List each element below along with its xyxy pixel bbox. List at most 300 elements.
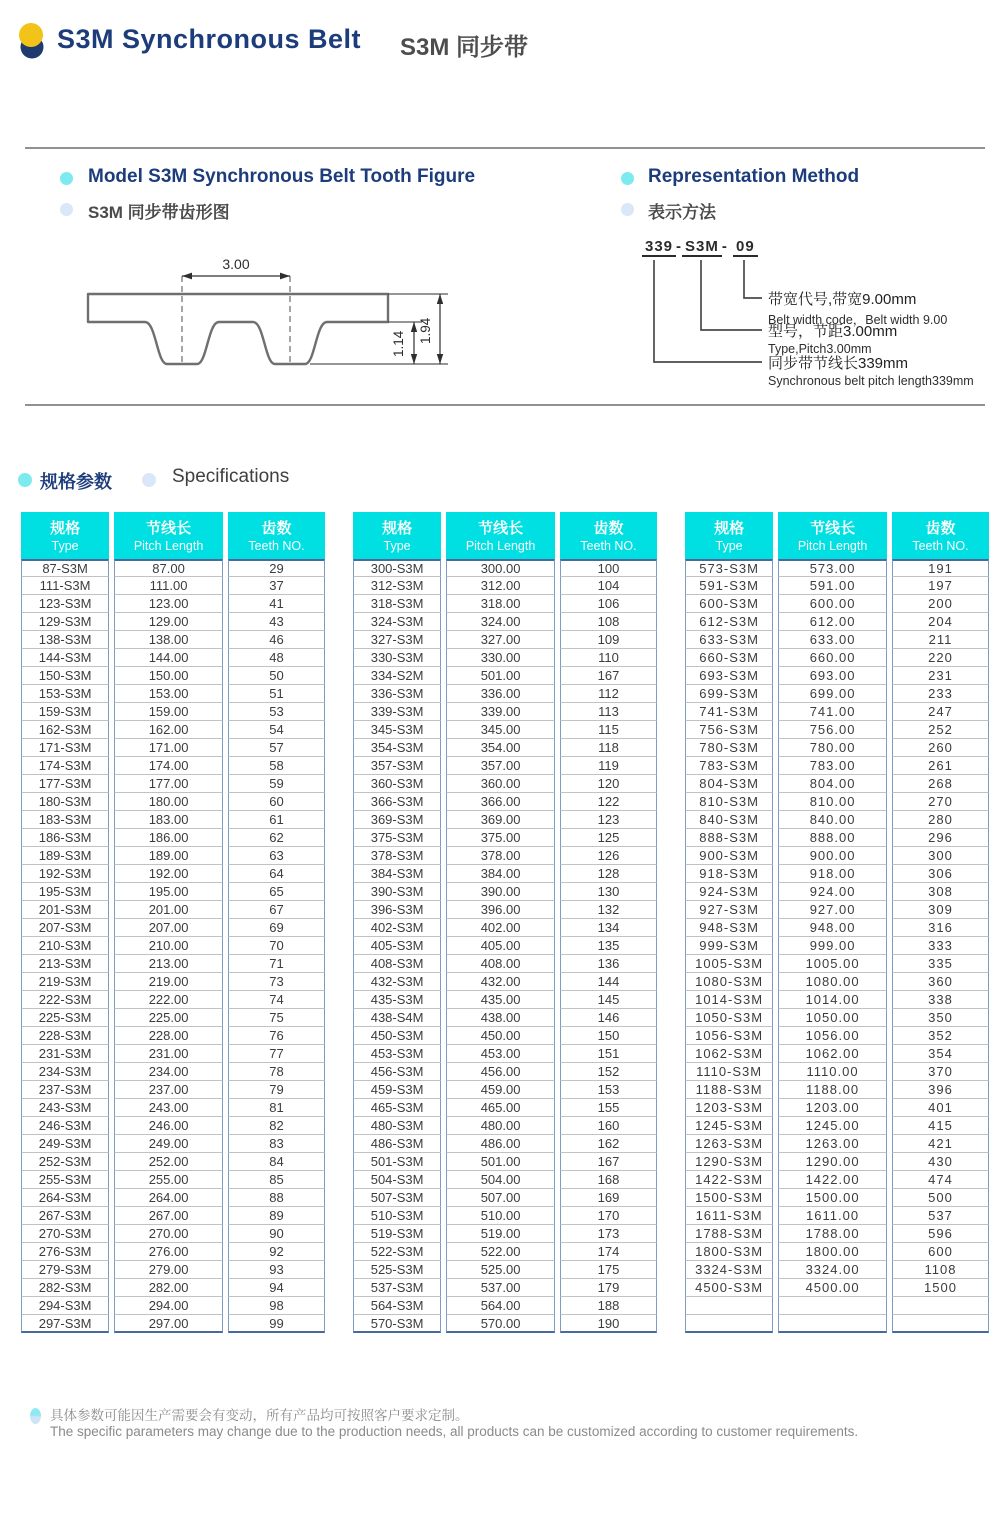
table-row [21, 991, 325, 1009]
pitch-length-cell: 810.00 [778, 793, 887, 811]
type-cell: 1800-S3M [685, 1243, 773, 1261]
pitch-length-cell: 465.00 [446, 1099, 555, 1117]
col-header-type: 规格 Type [21, 512, 109, 559]
type-cell: 900-S3M [685, 847, 773, 865]
teeth-no-cell: 233 [892, 685, 989, 703]
type-cell: 1056-S3M [685, 1027, 773, 1045]
pitch-length-cell: 840.00 [778, 811, 887, 829]
type-cell: 591-S3M [685, 577, 773, 595]
teeth-no-cell: 83 [228, 1135, 325, 1153]
table-row [21, 1099, 325, 1117]
teeth-no-cell: 112 [560, 685, 657, 703]
type-cell: 459-S3M [353, 1081, 441, 1099]
type-cell: 183-S3M [21, 811, 109, 829]
teeth-no-cell: 396 [892, 1081, 989, 1099]
teeth-no-cell: 115 [560, 721, 657, 739]
type-cell: 207-S3M [21, 919, 109, 937]
teeth-no-cell: 82 [228, 1117, 325, 1135]
pitch-length-cell: 660.00 [778, 649, 887, 667]
pitch-length-cell: 999.00 [778, 937, 887, 955]
pitch-length-cell: 345.00 [446, 721, 555, 739]
table-row [353, 883, 657, 901]
type-cell: 270-S3M [21, 1225, 109, 1243]
type-cell: 300-S3M [353, 559, 441, 577]
teeth-no-cell: 92 [228, 1243, 325, 1261]
type-cell: 804-S3M [685, 775, 773, 793]
teeth-no-cell: 175 [560, 1261, 657, 1279]
table-row [353, 667, 657, 685]
pitch-length-cell: 924.00 [778, 883, 887, 901]
pitch-length-cell: 327.00 [446, 631, 555, 649]
table-row [353, 1297, 657, 1315]
teeth-no-cell: 136 [560, 955, 657, 973]
pitch-length-cell: 699.00 [778, 685, 887, 703]
type-cell: 210-S3M [21, 937, 109, 955]
teeth-no-cell: 280 [892, 811, 989, 829]
pitch-length-cell: 366.00 [446, 793, 555, 811]
type-cell: 231-S3M [21, 1045, 109, 1063]
type-cell: 1014-S3M [685, 991, 773, 1009]
teeth-no-cell: 162 [560, 1135, 657, 1153]
type-cell: 279-S3M [21, 1261, 109, 1279]
table-row [21, 739, 325, 757]
pitch-length-cell: 3324.00 [778, 1261, 887, 1279]
pitch-length-cell: 918.00 [778, 865, 887, 883]
pitch-length-cell: 369.00 [446, 811, 555, 829]
pitch-length-cell: 1245.00 [778, 1117, 887, 1135]
table-row [685, 775, 989, 793]
pitch-length-cell: 231.00 [114, 1045, 223, 1063]
teeth-no-cell: 125 [560, 829, 657, 847]
teeth-no-cell: 93 [228, 1261, 325, 1279]
teeth-no-cell: 109 [560, 631, 657, 649]
type-cell: 357-S3M [353, 757, 441, 775]
type-cell: 369-S3M [353, 811, 441, 829]
table-row [21, 901, 325, 919]
table-row [353, 937, 657, 955]
table-row [21, 775, 325, 793]
pitch-length-cell: 150.00 [114, 667, 223, 685]
table-row [21, 1279, 325, 1297]
teeth-no-cell: 113 [560, 703, 657, 721]
pitch-length-cell: 1062.00 [778, 1045, 887, 1063]
teeth-no-cell: 204 [892, 613, 989, 631]
teeth-no-cell: 29 [228, 559, 325, 577]
teeth-no-cell: 1108 [892, 1261, 989, 1279]
table-row [685, 847, 989, 865]
table-row [685, 1063, 989, 1081]
type-cell: 480-S3M [353, 1117, 441, 1135]
type-cell: 243-S3M [21, 1099, 109, 1117]
type-cell: 153-S3M [21, 685, 109, 703]
teeth-no-cell [892, 1297, 989, 1315]
teeth-no-cell: 104 [560, 577, 657, 595]
table-row [21, 847, 325, 865]
type-cell: 123-S3M [21, 595, 109, 613]
teeth-no-cell: 110 [560, 649, 657, 667]
pitch-length-cell: 87.00 [114, 559, 223, 577]
type-cell: 327-S3M [353, 631, 441, 649]
table-row [353, 1225, 657, 1243]
pitch-length-cell: 186.00 [114, 829, 223, 847]
table-row [353, 721, 657, 739]
type-cell: 1188-S3M [685, 1081, 773, 1099]
type-cell: 228-S3M [21, 1027, 109, 1045]
table-row [353, 739, 657, 757]
table-row [353, 1063, 657, 1081]
table-row [21, 1153, 325, 1171]
type-cell: 453-S3M [353, 1045, 441, 1063]
table-row [21, 649, 325, 667]
pitch-length-cell [778, 1315, 887, 1333]
table-row [353, 1027, 657, 1045]
teeth-no-cell: 247 [892, 703, 989, 721]
table-row [685, 811, 989, 829]
type-cell: 432-S3M [353, 973, 441, 991]
pitch-length-cell: 222.00 [114, 991, 223, 1009]
table-row [685, 829, 989, 847]
pitch-length-cell: 375.00 [446, 829, 555, 847]
pitch-length-cell: 129.00 [114, 613, 223, 631]
teeth-no-cell: 220 [892, 649, 989, 667]
type-cell: 129-S3M [21, 613, 109, 631]
type-cell: 264-S3M [21, 1189, 109, 1207]
teeth-no-cell: 120 [560, 775, 657, 793]
type-cell: 693-S3M [685, 667, 773, 685]
type-cell: 246-S3M [21, 1117, 109, 1135]
teeth-no-cell: 197 [892, 577, 989, 595]
type-cell: 573-S3M [685, 559, 773, 577]
table-row [353, 559, 657, 577]
pitch-length-cell: 564.00 [446, 1297, 555, 1315]
pitch-length-cell: 192.00 [114, 865, 223, 883]
table-row [21, 1189, 325, 1207]
table-row [21, 1171, 325, 1189]
table-row [21, 667, 325, 685]
pitch-length-cell: 1290.00 [778, 1153, 887, 1171]
type-cell: 138-S3M [21, 631, 109, 649]
table-row [21, 865, 325, 883]
table-row [685, 721, 989, 739]
bullet-icon [621, 172, 634, 185]
pitch-length-cell: 246.00 [114, 1117, 223, 1135]
type-cell: 222-S3M [21, 991, 109, 1009]
pitch-length-cell: 591.00 [778, 577, 887, 595]
brand-logo-icon [16, 20, 48, 62]
pitch-length-cell: 633.00 [778, 631, 887, 649]
type-cell: 840-S3M [685, 811, 773, 829]
code-type-part: S3M [682, 238, 722, 257]
teeth-no-cell: 46 [228, 631, 325, 649]
table-row [21, 1063, 325, 1081]
pitch-length-cell: 1056.00 [778, 1027, 887, 1045]
type-cell: 297-S3M [21, 1315, 109, 1333]
table-row [21, 703, 325, 721]
annotation-zh: 同步带节线长339mm [768, 355, 909, 372]
pitch-length-cell: 804.00 [778, 775, 887, 793]
type-cell: 171-S3M [21, 739, 109, 757]
table-row [21, 793, 325, 811]
type-cell: 345-S3M [353, 721, 441, 739]
teeth-no-cell: 300 [892, 847, 989, 865]
table-row [21, 811, 325, 829]
pitch-length-cell: 162.00 [114, 721, 223, 739]
col-header-pitch-length: 节线长 Pitch Length [114, 512, 223, 559]
col-header-teeth-no: 齿数 Teeth NO. [560, 512, 657, 559]
type-cell: 144-S3M [21, 649, 109, 667]
pitch-length-cell: 519.00 [446, 1225, 555, 1243]
teeth-no-cell: 75 [228, 1009, 325, 1027]
pitch-length-cell: 1263.00 [778, 1135, 887, 1153]
teeth-no-cell: 179 [560, 1279, 657, 1297]
type-cell: 1080-S3M [685, 973, 773, 991]
table-row [21, 1009, 325, 1027]
pitch-length-cell: 213.00 [114, 955, 223, 973]
pitch-length-cell: 228.00 [114, 1027, 223, 1045]
pitch-length-cell: 210.00 [114, 937, 223, 955]
table-row [21, 595, 325, 613]
pitch-length-cell: 357.00 [446, 757, 555, 775]
type-cell: 435-S3M [353, 991, 441, 1009]
teeth-no-cell: 160 [560, 1117, 657, 1135]
table-row [353, 1135, 657, 1153]
table-row [685, 901, 989, 919]
teeth-no-cell: 59 [228, 775, 325, 793]
table-row [685, 1243, 989, 1261]
table-row [21, 1297, 325, 1315]
type-cell: 330-S3M [353, 649, 441, 667]
teeth-no-cell: 119 [560, 757, 657, 775]
teeth-no-cell: 70 [228, 937, 325, 955]
type-cell: 237-S3M [21, 1081, 109, 1099]
teeth-no-cell: 60 [228, 793, 325, 811]
pitch-length-cell: 297.00 [114, 1315, 223, 1333]
type-cell: 438-S4M [353, 1009, 441, 1027]
pitch-length-cell: 438.00 [446, 1009, 555, 1027]
type-cell: 276-S3M [21, 1243, 109, 1261]
teeth-no-cell: 64 [228, 865, 325, 883]
pitch-length-cell: 225.00 [114, 1009, 223, 1027]
teeth-no-cell: 71 [228, 955, 325, 973]
type-cell: 633-S3M [685, 631, 773, 649]
teeth-no-cell: 500 [892, 1189, 989, 1207]
pitch-length-cell: 507.00 [446, 1189, 555, 1207]
teeth-no-cell: 43 [228, 613, 325, 631]
table-row [353, 1045, 657, 1063]
table-row [685, 883, 989, 901]
pitch-length-cell: 330.00 [446, 649, 555, 667]
type-cell: 384-S3M [353, 865, 441, 883]
teeth-no-cell: 51 [228, 685, 325, 703]
table-row [685, 649, 989, 667]
teeth-no-cell: 57 [228, 739, 325, 757]
teeth-no-cell: 152 [560, 1063, 657, 1081]
pitch-length-cell: 237.00 [114, 1081, 223, 1099]
type-cell: 174-S3M [21, 757, 109, 775]
type-cell: 159-S3M [21, 703, 109, 721]
type-cell: 1263-S3M [685, 1135, 773, 1153]
teeth-no-cell: 118 [560, 739, 657, 757]
pitch-length-cell: 4500.00 [778, 1279, 887, 1297]
spec-table-2 [348, 512, 662, 1333]
type-cell: 234-S3M [21, 1063, 109, 1081]
table-row [685, 1153, 989, 1171]
teeth-no-cell: 134 [560, 919, 657, 937]
type-cell: 150-S3M [21, 667, 109, 685]
table-row [21, 559, 325, 577]
table-row [685, 1009, 989, 1027]
pitch-length-cell: 282.00 [114, 1279, 223, 1297]
teeth-no-cell: 88 [228, 1189, 325, 1207]
pitch-length-cell: 756.00 [778, 721, 887, 739]
pitch-length-cell: 573.00 [778, 559, 887, 577]
table-row [21, 955, 325, 973]
table-row [353, 1117, 657, 1135]
footer-note-en: The specific parameters may change due to the production needs, all products can be customized according to customer requirements. [50, 1424, 859, 1439]
annotation-pitch-length [768, 352, 974, 388]
pitch-dimension-label: 3.00 [222, 256, 250, 272]
teeth-no-cell: 169 [560, 1189, 657, 1207]
representation-heading-zh: 表示方法 [648, 203, 716, 222]
teeth-no-cell: 211 [892, 631, 989, 649]
teeth-no-cell: 151 [560, 1045, 657, 1063]
table-row [353, 1153, 657, 1171]
pitch-length-cell: 783.00 [778, 757, 887, 775]
type-cell: 1290-S3M [685, 1153, 773, 1171]
pitch-length-cell: 405.00 [446, 937, 555, 955]
teeth-no-cell: 270 [892, 793, 989, 811]
teeth-no-cell: 200 [892, 595, 989, 613]
table-row [353, 1207, 657, 1225]
bullet-icon [60, 203, 73, 216]
pitch-length-cell: 174.00 [114, 757, 223, 775]
pitch-length-cell: 390.00 [446, 883, 555, 901]
teeth-no-cell: 252 [892, 721, 989, 739]
pitch-length-cell: 1800.00 [778, 1243, 887, 1261]
teeth-no-cell: 54 [228, 721, 325, 739]
pitch-length-cell: 336.00 [446, 685, 555, 703]
teeth-no-cell: 260 [892, 739, 989, 757]
teeth-no-cell: 188 [560, 1297, 657, 1315]
table-row [353, 1279, 657, 1297]
table-row [353, 847, 657, 865]
type-cell: 570-S3M [353, 1315, 441, 1333]
type-cell: 741-S3M [685, 703, 773, 721]
pitch-length-cell: 384.00 [446, 865, 555, 883]
table-row [685, 865, 989, 883]
table-row [353, 811, 657, 829]
table-row [685, 1171, 989, 1189]
pitch-length-cell: 741.00 [778, 703, 887, 721]
bullet-icon [621, 203, 634, 216]
table-row [685, 631, 989, 649]
table-row [685, 703, 989, 721]
pitch-length-cell: 354.00 [446, 739, 555, 757]
pitch-length-cell: 927.00 [778, 901, 887, 919]
table-row [685, 613, 989, 631]
teeth-no-cell: 65 [228, 883, 325, 901]
header-divider [25, 147, 985, 149]
pitch-length-cell: 402.00 [446, 919, 555, 937]
table-row [21, 757, 325, 775]
page-title: S3M Synchronous Belt [57, 24, 362, 54]
type-cell: 525-S3M [353, 1261, 441, 1279]
teeth-no-cell: 474 [892, 1171, 989, 1189]
pitch-length-cell: 1005.00 [778, 955, 887, 973]
pitch-length-cell: 780.00 [778, 739, 887, 757]
teeth-no-cell: 135 [560, 937, 657, 955]
type-cell: 186-S3M [21, 829, 109, 847]
table-row [353, 1189, 657, 1207]
pitch-length-cell: 525.00 [446, 1261, 555, 1279]
specs-heading-en: Specifications [172, 466, 290, 487]
table-row [685, 1045, 989, 1063]
pitch-length-cell: 450.00 [446, 1027, 555, 1045]
table-row [21, 1081, 325, 1099]
pitch-length-cell: 693.00 [778, 667, 887, 685]
pitch-length-cell: 207.00 [114, 919, 223, 937]
table-row [685, 685, 989, 703]
table-row [21, 1225, 325, 1243]
type-cell: 180-S3M [21, 793, 109, 811]
pitch-length-cell: 522.00 [446, 1243, 555, 1261]
table-row [353, 793, 657, 811]
table-row [353, 1243, 657, 1261]
teeth-no-cell: 132 [560, 901, 657, 919]
teeth-no-cell: 191 [892, 559, 989, 577]
annotation-zh: 带宽代号,带宽9.00mm [768, 291, 917, 308]
teeth-no-cell: 98 [228, 1297, 325, 1315]
pitch-length-cell: 612.00 [778, 613, 887, 631]
type-cell: 756-S3M [685, 721, 773, 739]
pitch-length-cell: 510.00 [446, 1207, 555, 1225]
pitch-length-cell: 501.00 [446, 667, 555, 685]
table-row [685, 1297, 989, 1315]
type-cell: 522-S3M [353, 1243, 441, 1261]
type-cell: 111-S3M [21, 577, 109, 595]
teeth-no-cell: 144 [560, 973, 657, 991]
type-cell: 927-S3M [685, 901, 773, 919]
pitch-length-cell: 1188.00 [778, 1081, 887, 1099]
pitch-length-cell: 1611.00 [778, 1207, 887, 1225]
annotation-en: Type,Pitch3.00mm [768, 342, 872, 356]
teeth-no-cell: 537 [892, 1207, 989, 1225]
table-row [685, 1315, 989, 1333]
type-cell: 507-S3M [353, 1189, 441, 1207]
annotation-en: Belt width code，Belt width 9.00 [768, 313, 948, 327]
type-cell: 378-S3M [353, 847, 441, 865]
type-cell: 282-S3M [21, 1279, 109, 1297]
type-cell: 1110-S3M [685, 1063, 773, 1081]
teeth-no-cell: 108 [560, 613, 657, 631]
teeth-no-cell: 155 [560, 1099, 657, 1117]
table-row [685, 1225, 989, 1243]
tooth-profile-figure [70, 256, 460, 404]
type-cell: 177-S3M [21, 775, 109, 793]
pitch-length-cell: 1203.00 [778, 1099, 887, 1117]
type-cell: 402-S3M [353, 919, 441, 937]
teeth-no-cell: 167 [560, 667, 657, 685]
table-row [353, 991, 657, 1009]
teeth-no-cell: 85 [228, 1171, 325, 1189]
teeth-no-cell: 58 [228, 757, 325, 775]
table-row [685, 1279, 989, 1297]
table-row [21, 829, 325, 847]
type-cell: 519-S3M [353, 1225, 441, 1243]
teeth-no-cell: 50 [228, 667, 325, 685]
teeth-no-cell: 231 [892, 667, 989, 685]
teeth-no-cell: 360 [892, 973, 989, 991]
